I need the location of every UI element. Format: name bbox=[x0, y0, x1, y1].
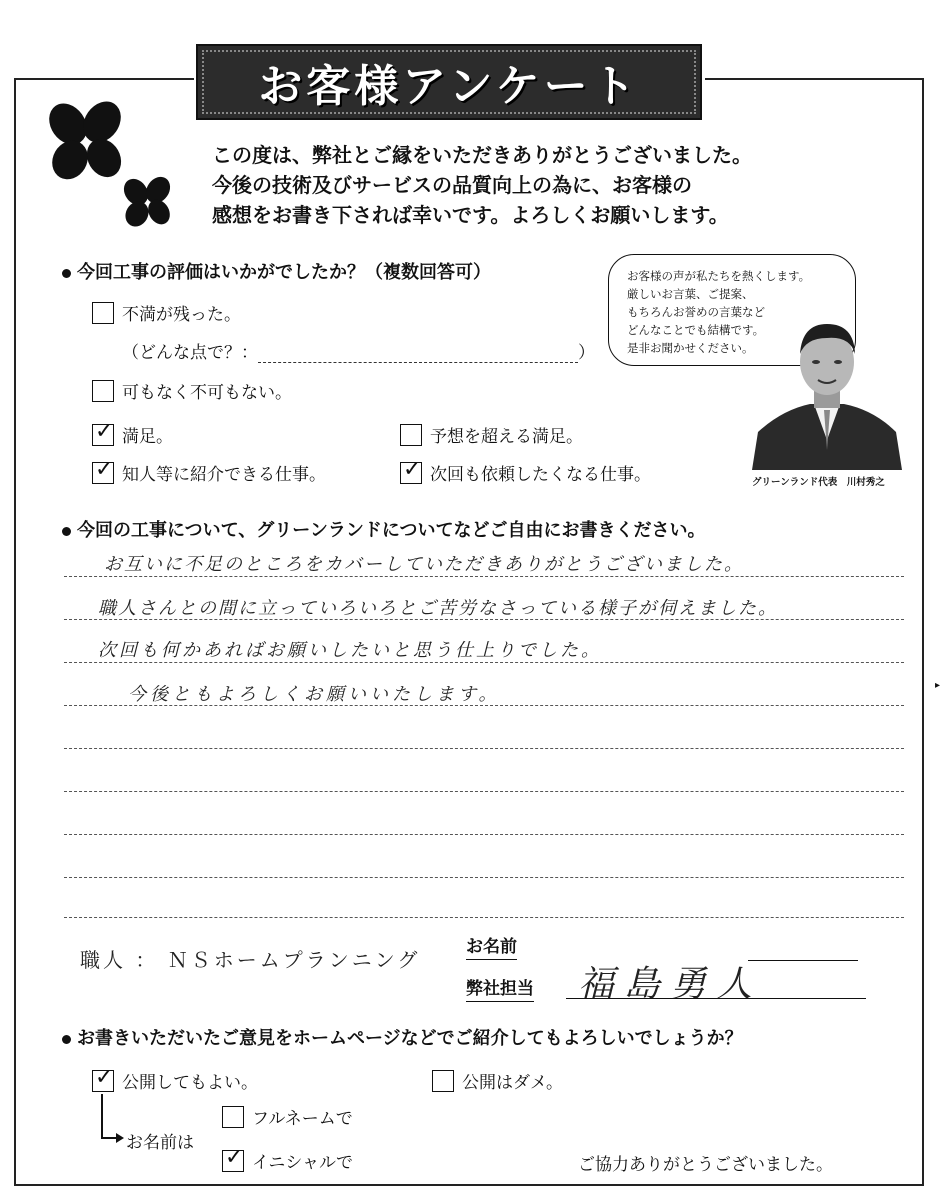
form-frame bbox=[14, 78, 924, 1186]
checkbox[interactable] bbox=[92, 418, 114, 446]
option-fullname[interactable] bbox=[222, 1104, 353, 1129]
bullet-icon bbox=[62, 1035, 71, 1044]
bubble-line: お客様の声が私たちを熱くします。 bbox=[627, 269, 811, 283]
check-mark-icon: ✓ bbox=[95, 1064, 114, 1090]
checkbox[interactable] bbox=[92, 1064, 114, 1092]
checkbox[interactable] bbox=[222, 1144, 244, 1172]
question-1 bbox=[62, 258, 491, 284]
frame-top-left bbox=[14, 78, 194, 80]
staff-underline bbox=[566, 998, 866, 999]
check-mark-icon: ✓ bbox=[403, 456, 422, 482]
checkbox[interactable] bbox=[222, 1106, 244, 1128]
checkbox[interactable] bbox=[92, 456, 114, 484]
ruled-line bbox=[64, 917, 904, 918]
bullet-icon bbox=[62, 527, 71, 536]
check-mark-icon: ✓ bbox=[95, 418, 114, 444]
ruled-line bbox=[64, 662, 904, 663]
detail-prefix: （どんな点で？： bbox=[122, 343, 258, 363]
question-2 bbox=[62, 516, 706, 542]
checkbox[interactable] bbox=[92, 380, 114, 402]
ruled-line bbox=[64, 576, 904, 577]
option-request-again[interactable] bbox=[400, 456, 651, 485]
answer-line: 次回も何かあればお願いしたいと思う仕上りでした。 bbox=[98, 640, 602, 661]
bubble-line: もちろんお誉めの言葉など bbox=[627, 305, 765, 319]
option-satisfied[interactable] bbox=[92, 418, 173, 447]
checkbox[interactable] bbox=[92, 302, 114, 324]
option-label: イニシャルで bbox=[252, 1153, 353, 1173]
ruled-line bbox=[64, 834, 904, 835]
page-title: お客様アンケート bbox=[258, 61, 640, 112]
arrow-icon bbox=[96, 1094, 126, 1144]
option-label: 満足。 bbox=[122, 427, 173, 447]
question-1-text: 今回工事の評価はいかがでしたか？（複数回答可） bbox=[77, 262, 491, 283]
option-label: 不満が残った。 bbox=[122, 305, 241, 325]
option-neutral[interactable] bbox=[92, 378, 292, 403]
intro-text bbox=[212, 140, 752, 230]
craftsman-note: 職人 ： ＮＳホームプランニング bbox=[80, 948, 421, 972]
thanks-text: ご協力ありがとうございました。 bbox=[578, 1155, 833, 1175]
option-label: 予想を超える満足。 bbox=[430, 427, 583, 447]
option-recommendable[interactable] bbox=[92, 456, 326, 485]
option-label: 知人等に紹介できる仕事。 bbox=[122, 465, 326, 485]
name-label: お名前 bbox=[466, 932, 517, 957]
ruled-line bbox=[64, 791, 904, 792]
bubble-line: どんなことでも結構です。 bbox=[627, 323, 765, 337]
detail-suffix: ） bbox=[578, 343, 595, 363]
option-publish-ok[interactable] bbox=[92, 1064, 258, 1093]
ruled-line bbox=[64, 748, 904, 749]
bubble-line: 是非お聞かせください。 bbox=[627, 341, 754, 355]
option-label: 次回も依頼したくなる仕事。 bbox=[430, 465, 651, 485]
checkbox[interactable] bbox=[400, 456, 422, 484]
photo-caption: グリーンランド代表 川村秀之 bbox=[752, 477, 885, 488]
name-field[interactable] bbox=[748, 960, 858, 961]
ruled-line bbox=[64, 877, 904, 878]
name-display-label: お名前は bbox=[126, 1133, 194, 1153]
checkbox[interactable] bbox=[432, 1070, 454, 1092]
bullet-icon bbox=[62, 269, 71, 278]
title-banner bbox=[196, 44, 702, 120]
detail-field[interactable] bbox=[122, 338, 595, 363]
representative-photo bbox=[752, 300, 902, 470]
option-label: 可もなく不可もない。 bbox=[122, 383, 292, 403]
check-mark-icon: ✓ bbox=[95, 456, 114, 482]
checkbox[interactable] bbox=[400, 424, 422, 446]
question-3-text: お書きいただいたご意見をホームページなどでご紹介してもよろしいでしょうか？ bbox=[77, 1028, 743, 1049]
option-label: フルネームで bbox=[252, 1109, 353, 1129]
intro-line: 今後の技術及びサービスの品質向上の為に、お客様の bbox=[212, 173, 692, 197]
margin-mark: ▸ bbox=[934, 680, 940, 691]
detail-blank[interactable] bbox=[258, 346, 578, 363]
option-beyond-expectations[interactable] bbox=[400, 422, 583, 447]
option-initial[interactable] bbox=[222, 1144, 353, 1173]
answer-line: 今後ともよろしくお願いいたします。 bbox=[128, 684, 501, 705]
intro-line: この度は、弊社とご縁をいただきありがとうございました。 bbox=[212, 143, 752, 167]
question-2-text: 今回の工事について、グリーンランドについてなどご自由にお書きください。 bbox=[77, 520, 706, 541]
intro-line: 感想をお書き下されば幸いです。よろしくお願いします。 bbox=[212, 203, 729, 227]
option-publish-ng[interactable] bbox=[432, 1068, 563, 1093]
staff-name: 福島勇人 bbox=[578, 964, 763, 1005]
frame-top-right bbox=[705, 78, 924, 80]
option-label: 公開してもよい。 bbox=[122, 1073, 258, 1093]
bubble-line: 厳しいお言葉、ご提案、 bbox=[627, 287, 754, 301]
staff-label: 弊社担当 bbox=[466, 974, 534, 999]
clover-small-icon bbox=[112, 170, 182, 236]
check-mark-icon: ✓ bbox=[225, 1144, 244, 1170]
answer-line: 職人さんとの間に立っていろいろとご苦労なさっている様子が伺えました。 bbox=[98, 598, 778, 619]
answer-line: お互いに不足のところをカバーしていただきありがとうございました。 bbox=[104, 554, 744, 575]
question-3 bbox=[62, 1024, 743, 1050]
option-label: 公開はダメ。 bbox=[462, 1073, 563, 1093]
option-dissatisfied[interactable] bbox=[92, 300, 241, 325]
